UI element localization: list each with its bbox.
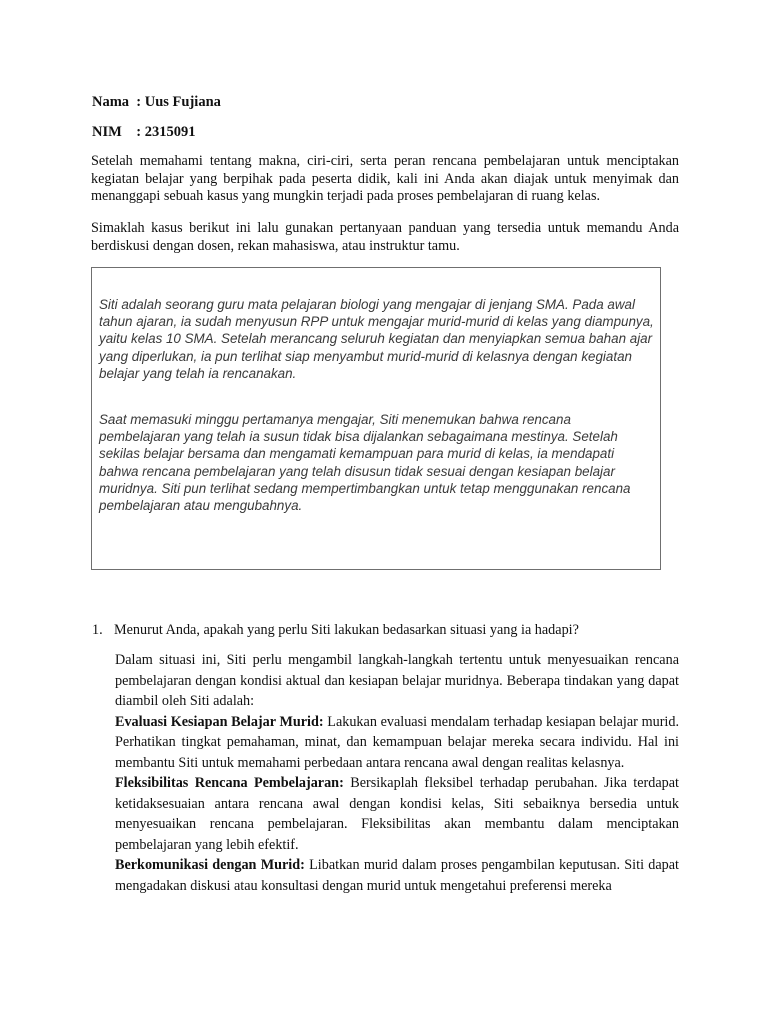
answer-item	[115, 712, 679, 774]
case-paragraph-1: Siti adalah seorang guru mata pelajaran biologi yang mengajar di jenjang SMA. Pada awal tahun ajaran, ia sudah menyusun RPP untuk mengajar murid-murid di kelas yang diampunya, yaitu kelas 10 SMA. Setelah merancang seluruh kegiatan dan menyiapkan semua bahan ajar yang diperlukan, ia pun terlihat siap menyambut murid-murid di kelasnya dengan kegiatan belajar yang telah ia rencanakan.	[99, 297, 654, 381]
answer-item-title: Fleksibilitas Rencana Pembelajaran:	[115, 775, 344, 791]
intro-paragraph-2: Simaklah kasus berikut ini lalu gunakan pertanyaan panduan yang tersedia untuk memandu Anda berdiskusi dengan dosen, rekan mahasiswa, atau instruktur tamu.	[91, 220, 679, 254]
student-name: Nama : Uus Fujiana	[92, 94, 221, 110]
answer-item-text: Bersikaplah fleksibel terhadap perubahan. Jika terdapat ketidaksesuaian antara rencana awal dengan kondisi kelas, Siti sebaiknya bersedia untuk menyesuaikan rencana pembelajaran. Fleksibilitas akan membantu dalam menciptakan pembelajaran yang lebih efektif.	[115, 775, 679, 853]
case-paragraph-2: Saat memasuki minggu pertamanya mengajar, Siti menemukan bahwa rencana pembelajaran yang telah ia susun tidak bisa dijalankan sebagaimana mestinya. Setelah sekilas belajar bersama dan mengamati kemampuan para murid di kelas, ia mendapati bahwa rencana pembelajaran yang telah disusun tidak sesuai dengan kesiapan belajar muridnya. Siti pun terlihat sedang mempertimbangkan untuk tetap menggunakan rencana pembelajaran atau mengubahnya.	[99, 412, 631, 514]
answer-intro: Dalam situasi ini, Siti perlu mengambil langkah-langkah tertentu untuk menyesuaikan rencana pembelajaran dengan kondisi aktual dan kesiapan belajar muridnya. Beberapa tindakan yang dapat diambil oleh Siti adalah:	[115, 652, 679, 709]
question-1	[92, 620, 579, 640]
answer-item	[115, 855, 679, 896]
answer-item-text: Lakukan evaluasi mendalam terhadap kesiapan belajar murid. Perhatikan tingkat pemahaman, minat, dan kemampuan belajar mereka secara individu. Hal ini membantu Siti untuk memahami perbedaan antara rencana awal dengan realitas kelasnya.	[115, 713, 680, 771]
answer-item-title: Evaluasi Kesiapan Belajar Murid:	[115, 713, 324, 730]
student-nim: NIM : 2315091	[92, 124, 196, 140]
answer-item-title: Berkomunikasi dengan Murid:	[115, 857, 305, 873]
answer-item	[115, 773, 679, 855]
case-study-box	[91, 267, 661, 570]
intro-paragraph-1: Setelah memahami tentang makna, ciri-ciri, serta peran rencana pembelajaran untuk menciptakan kegiatan belajar yang berpihak pada peserta didik, kali ini Anda akan diajak untuk menyimak dan menanggapi sebuah kasus yang mungkin terjadi pada proses pembelajaran di ruang kelas.	[91, 153, 679, 204]
question-number: 1.	[92, 622, 103, 638]
question-text: Menurut Anda, apakah yang perlu Siti lakukan bedasarkan situasi yang ia hadapi?	[114, 622, 579, 638]
answer-block	[115, 650, 679, 896]
answer-item-text: Libatkan murid dalam proses pengambilan keputusan. Siti dapat mengadakan diskusi atau konsultasi dengan murid untuk mengetahui preferensi mereka	[115, 857, 679, 894]
